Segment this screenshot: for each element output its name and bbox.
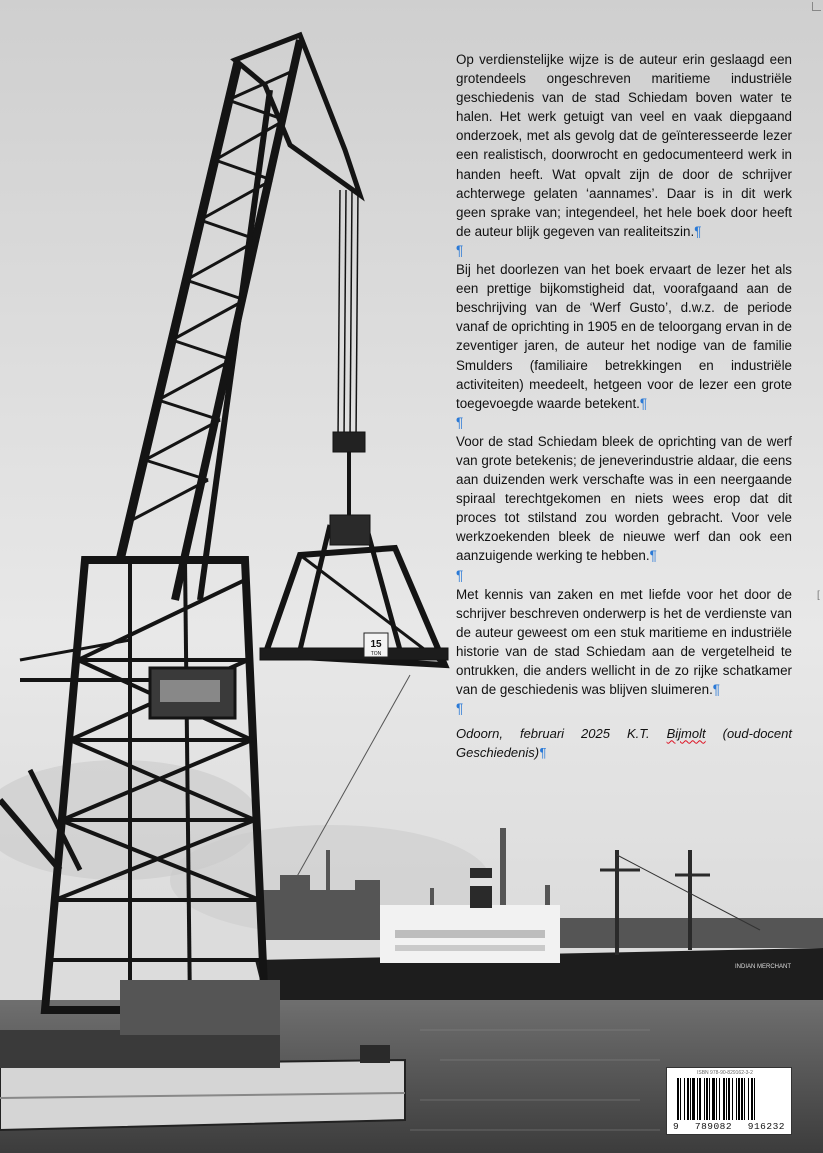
pilcrow-mark: ¶ bbox=[712, 682, 720, 698]
ship-name-label: INDIAN MERCHANT bbox=[735, 964, 792, 970]
isbn-label: ISBN 978-90-829162-3-2 bbox=[697, 1070, 753, 1076]
pilcrow-mark: ¶ bbox=[694, 223, 702, 239]
barcode-digits bbox=[673, 1121, 785, 1132]
signature-line: Odoorn, februari 2025 K.T. Bijmolt (oud-docent Geschiedenis)¶ bbox=[456, 726, 793, 761]
pilcrow-mark: ¶ bbox=[456, 701, 464, 717]
empty-paragraph bbox=[456, 699, 792, 718]
pilcrow-mark: ¶ bbox=[456, 242, 464, 258]
paragraph-3: Voor de stad Schiedam bleek de oprichting van de werf van grote betekenis; de jeneverindustrie aldaar, die eens aan duizenden werk verschafte was in een neergaande spiraal terechtgekomen en niets wees erop dat dit proces tot stilstand zou worden gebracht. Voor vele werkzoekenden bleek de nieuwe werf dan ook een aanzuigende werking te hebben.¶ bbox=[456, 433, 792, 564]
paragraph-4: Met kennis van zaken en met liefde voor het door de schrijver beschreven onderwerp is het de verdienste van de auteur geweest om een stuk maritieme en industriële historie van de stad Schiedam aan de vergetelheid te ontrukken, die anders wellicht in de zo rijke schatkamer van de geschiedenis was blijven sluimeren.¶ bbox=[456, 586, 792, 698]
barcode-digit-group: 9 bbox=[673, 1121, 680, 1132]
paragraph-2: Bij het doorlezen van het boek ervaart de lezer het als een prettige bijkomstigheid dat, voorafgaand aan de beschrijving van de ‘Werf Gusto’, d.w.z. de periode vanaf de oprichting in 1905 en de teloorgang ervan in de zeventiger jaren, de auteur het nodige van de familie Smulders (familiaire betrekkingen en industriële activiteiten) meedeelt, hetgeen voor de lezer een grote toegevoegde waarde betekent.¶ bbox=[456, 262, 792, 411]
pilcrow-mark: ¶ bbox=[456, 567, 464, 583]
margin-bracket: [ bbox=[817, 590, 820, 601]
empty-paragraph bbox=[456, 566, 792, 585]
empty-paragraph bbox=[456, 241, 792, 260]
barcode-digit-group: 789082 bbox=[694, 1121, 733, 1132]
empty-paragraph bbox=[456, 413, 792, 432]
crop-mark bbox=[812, 2, 821, 11]
pilcrow-mark: ¶ bbox=[456, 414, 464, 430]
pilcrow-mark: ¶ bbox=[639, 395, 648, 411]
isbn-barcode bbox=[666, 1067, 792, 1135]
pilcrow-mark: ¶ bbox=[539, 745, 547, 761]
crane-sign-number: 15 bbox=[370, 639, 382, 650]
barcode-digit-group: 916232 bbox=[747, 1121, 785, 1132]
paragraph-1: Op verdienstelijke wijze is de auteur erin geslaagd een grotendeels ongeschreven maritieme industriële geschiedenis van de stad Schiedam boven water te halen. Het werk getuigt van veel en vaak diepgaand onderzoek, met als gevolg dat de geïnteresseerde lezer een realistisch, doorwrocht en gedocumenteerd werk in handen heeft. Wat opvalt zijn de door de schrijver achterwege gelaten ‘aannames’. Daar is in dit werk geen sprake van; integendeel, het hele boek door heeft de auteur blijk gegeven van realiteitszin.¶ bbox=[456, 52, 792, 239]
back-cover-text bbox=[456, 50, 792, 762]
signature-name: Bijmolt bbox=[666, 726, 706, 742]
pilcrow-mark: ¶ bbox=[649, 548, 657, 564]
crane-sign-unit: TON bbox=[370, 651, 382, 657]
crane-load-sign bbox=[364, 633, 388, 657]
